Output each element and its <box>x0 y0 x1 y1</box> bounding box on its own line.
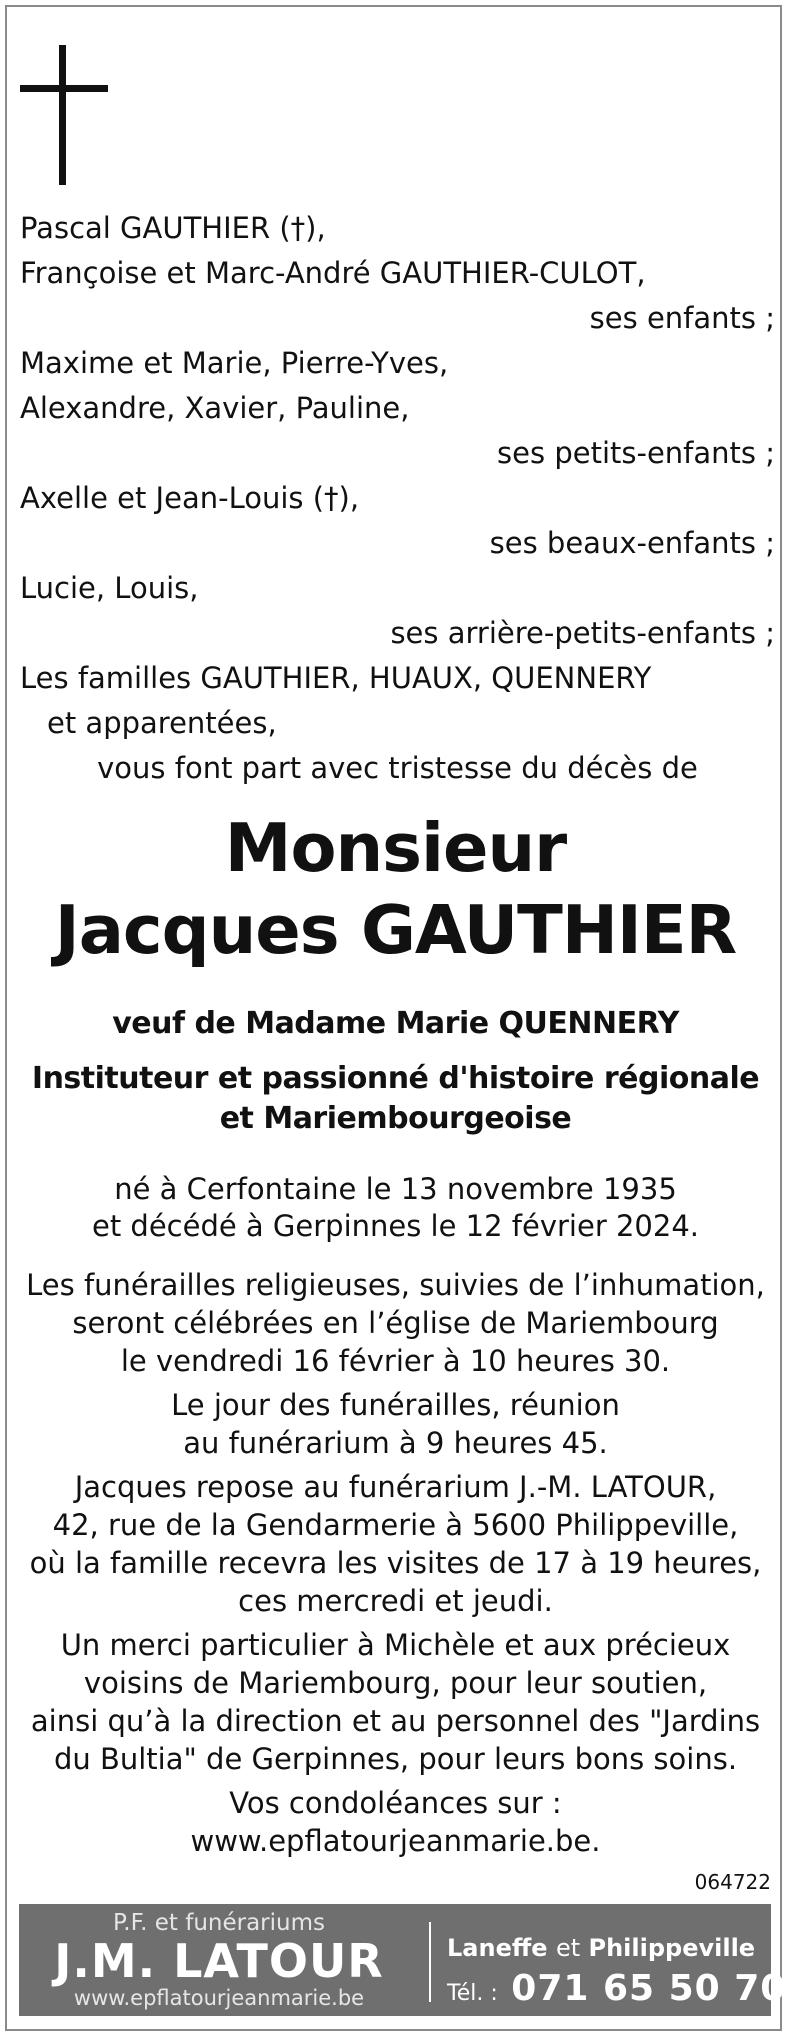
reference-number: 064722 <box>694 1870 771 1894</box>
condolences-website: www.epflatourjeanmarie.be. <box>190 1824 601 1858</box>
occupation-line: Instituteur et passionné d'histoire régionale <box>31 1061 760 1096</box>
rest-line: ces mercredi et jeudi. <box>238 1584 553 1618</box>
funeral-home-banner <box>19 1904 787 2016</box>
meeting-line: au funérarium à 9 heures 45. <box>183 1426 608 1460</box>
banner-brand: J.M. LATOUR <box>54 1934 384 1988</box>
relation-label: ses arrière-petits-enfants ; <box>390 616 775 650</box>
funeral-line: Les funérailles religieuses, suivies de l’inhumation, <box>26 1268 765 1302</box>
family-line: et apparentées, <box>47 706 277 740</box>
birth-line: né à Cerfontaine le 13 novembre 1935 <box>114 1172 677 1206</box>
rest-line: 42, rue de la Gendarmerie à 5600 Philippeville, <box>52 1508 739 1542</box>
banner-right <box>447 1904 787 2016</box>
announcement-line: vous font part avec tristesse du décès de <box>97 751 698 785</box>
cross-vertical-bar <box>59 45 66 185</box>
banner-locations <box>447 1934 755 1962</box>
meeting-line: Le jour des funérailles, réunion <box>171 1388 620 1422</box>
family-line: Françoise et Marc-André GAUTHIER-CULOT, <box>20 256 646 290</box>
relation-label: ses beaux-enfants ; <box>489 526 775 560</box>
banner-website: www.epflatourjeanmarie.be <box>73 1986 365 2010</box>
funeral-line: seront célébrées en l’église de Mariembourg <box>72 1306 719 1340</box>
family-line: Lucie, Louis, <box>20 571 199 605</box>
funeral-line: le vendredi 16 février à 10 heures 30. <box>120 1344 671 1378</box>
phone-number: 071 65 50 70 <box>511 1968 787 2009</box>
condolences-line: Vos condoléances sur : <box>229 1786 562 1820</box>
death-line: et décédé à Gerpinnes le 12 février 2024. <box>92 1209 699 1243</box>
family-line: Les familles GAUTHIER, HUAUX, QUENNERY <box>20 661 652 695</box>
deceased-name: Jacques GAUTHIER <box>54 891 737 969</box>
phone-label: Tél. : <box>447 1981 498 2006</box>
spouse-line: veuf de Madame Marie QUENNERY <box>112 1006 679 1041</box>
thanks-line: Un merci particulier à Michèle et aux précieux <box>60 1628 731 1662</box>
family-line: Pascal GAUTHIER (†), <box>20 211 326 245</box>
banner-phone <box>447 1968 786 2009</box>
banner-tagline: P.F. et funérariums <box>113 1910 325 1936</box>
banner-divider <box>429 1922 431 2002</box>
location-laneffe: Laneffe <box>447 1934 548 1962</box>
rest-line: où la famille recevra les visites de 17 à 19 heures, <box>29 1546 762 1580</box>
rest-line: Jacques repose au funérarium J.-M. LATOUR, <box>74 1470 717 1504</box>
banner-left <box>19 1904 419 2016</box>
location-conjunction: et <box>555 1934 581 1962</box>
family-list <box>20 206 775 791</box>
location-philippeville: Philippeville <box>588 1934 756 1962</box>
relation-label: ses enfants ; <box>589 301 775 335</box>
family-line: Alexandre, Xavier, Pauline, <box>20 391 410 425</box>
relation-label: ses petits-enfants ; <box>497 436 775 470</box>
thanks-line: voisins de Mariembourg, pour leur soutien, <box>83 1666 708 1700</box>
thanks-line: ainsi qu’à la direction et au personnel des "Jardins <box>30 1704 761 1738</box>
thanks-line: du Bultia" de Gerpinnes, pour leurs bons soins. <box>53 1742 738 1776</box>
family-line: Maxime et Marie, Pierre-Yves, <box>20 346 449 380</box>
occupation-line: et Mariembourgeoise <box>219 1101 572 1136</box>
family-line: Axelle et Jean-Louis (†), <box>20 481 360 515</box>
deceased-title: Monsieur <box>224 809 567 887</box>
cross-horizontal-bar <box>20 85 108 92</box>
